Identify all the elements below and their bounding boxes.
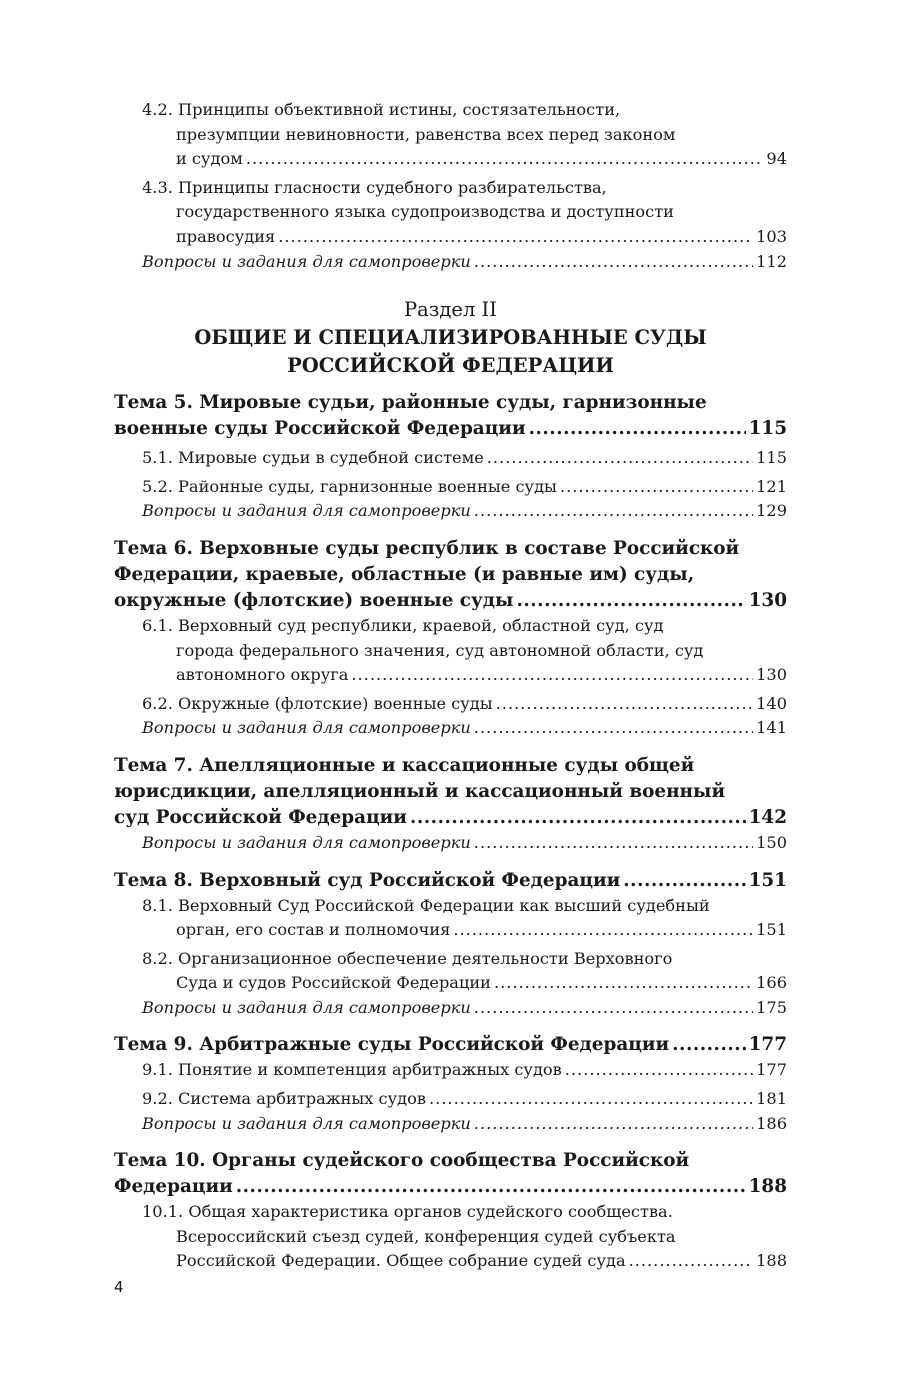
toc-entry-text: 9.1. Понятие и компетенция арбитражных судов xyxy=(142,1060,562,1080)
toc-entry-questions-9[interactable] xyxy=(114,1112,787,1137)
toc-entry-text: правосудия xyxy=(176,226,276,246)
dot-leader xyxy=(487,446,753,471)
toc-entry-6-2[interactable] xyxy=(114,692,787,717)
toc-entry-text: 8.2. Организационное обеспечение деятельности Верховного xyxy=(142,948,673,968)
topic-text: Тема 8. Верховный суд Российской Федерации xyxy=(114,869,621,891)
toc-entry-text: 10.1. Общая характеристика органов судейского сообщества. xyxy=(142,1202,673,1222)
dot-leader xyxy=(429,1087,753,1112)
toc-topic-8[interactable] xyxy=(114,868,787,894)
page-number: 94 xyxy=(766,149,787,169)
toc-entry-text: 5.1. Мировые судьи в судебной системе xyxy=(142,448,484,468)
dot-leader xyxy=(560,475,753,500)
topic-text: военные суды Российской Федерации xyxy=(114,418,526,440)
toc-entry-text: Вопросы и задания для самопроверки xyxy=(142,501,471,521)
toc-entry-text: Российской Федерации. Общее собрание судей суда xyxy=(176,1251,626,1271)
toc-entry-4-3[interactable] xyxy=(114,176,787,250)
toc-entry-text: государственного языка судопроизводства и доступности xyxy=(176,202,674,222)
dot-leader xyxy=(474,996,753,1021)
toc-entry-text: 8.1. Верховный Суд Российской Федерации как высший судебный xyxy=(142,895,710,915)
toc-topic-7[interactable] xyxy=(114,753,787,831)
dot-leader xyxy=(474,250,753,275)
toc-topic-6[interactable] xyxy=(114,536,787,614)
page-number: 130 xyxy=(756,665,787,685)
dot-leader xyxy=(351,663,753,688)
page-number: 181 xyxy=(756,1089,787,1109)
page-number: 150 xyxy=(756,832,787,852)
toc-entry-text: Вопросы и задания для самопроверки xyxy=(142,997,471,1017)
toc-entry-text: 4.3. Принципы гласности судебного разбирательства, xyxy=(142,177,607,197)
toc-entry-text: Вопросы и задания для самопроверки xyxy=(142,718,471,738)
dot-leader xyxy=(496,692,753,717)
dot-leader xyxy=(410,805,746,831)
toc-entry-5-2[interactable] xyxy=(114,475,787,500)
toc-topic-5[interactable] xyxy=(114,390,787,442)
toc-entry-text: Вопросы и задания для самопроверки xyxy=(142,832,471,852)
page-folio: 4 xyxy=(114,1278,124,1296)
toc-entry-9-2[interactable] xyxy=(114,1087,787,1112)
dot-leader xyxy=(672,1032,745,1058)
topic-text: Тема 9. Арбитражные суды Российской Федерации xyxy=(114,1034,670,1056)
dot-leader xyxy=(453,918,753,943)
page-number: 115 xyxy=(756,448,787,468)
dot-leader xyxy=(246,147,764,172)
toc-entry-text: автономного округа xyxy=(176,665,349,685)
toc-entry-9-1[interactable] xyxy=(114,1058,787,1083)
toc-entry-text: 6.1. Верховный суд республики, краевой, областной суд, суд xyxy=(142,615,664,635)
toc-entry-questions-5[interactable] xyxy=(114,499,787,524)
page-number: 186 xyxy=(756,1113,787,1133)
toc-entry-text: орган, его состав и полномочия xyxy=(176,920,451,940)
page-number: 177 xyxy=(756,1060,787,1080)
topic-text: Тема 6. Верховные суды республик в составе Российской xyxy=(114,537,740,559)
table-of-contents xyxy=(114,98,787,1274)
dot-leader xyxy=(474,831,753,856)
page-number: 166 xyxy=(756,973,787,993)
page-number: 140 xyxy=(756,693,787,713)
toc-entry-text: Суда и судов Российской Федерации xyxy=(176,973,491,993)
page-number: 151 xyxy=(748,869,787,891)
toc-entry-text: Всероссийский съезд судей, конференция судей субъекта xyxy=(176,1226,676,1246)
dot-leader xyxy=(565,1058,753,1083)
topic-text: Тема 10. Органы судейского сообщества Российской xyxy=(114,1150,690,1172)
page-number: 112 xyxy=(756,251,787,271)
topic-text: Тема 7. Апелляционные и кассационные суды общей xyxy=(114,754,695,776)
page-number: 175 xyxy=(756,997,787,1017)
dot-leader xyxy=(623,868,745,894)
topic-text: Тема 5. Мировые судьи, районные суды, гарнизонные xyxy=(114,392,707,414)
toc-entry-text: 6.2. Окружные (флотские) военные суды xyxy=(142,693,493,713)
toc-entry-8-2[interactable] xyxy=(114,947,787,996)
section-heading xyxy=(114,296,787,380)
topic-text: юрисдикции, апелляционный и кассационный военный xyxy=(114,780,726,802)
dot-leader xyxy=(529,416,746,442)
toc-entry-6-1[interactable] xyxy=(114,614,787,688)
topic-text: суд Российской Федерации xyxy=(114,806,407,828)
toc-entry-text: 5.2. Районные суды, гарнизонные военные суды xyxy=(142,476,557,496)
page-number: 121 xyxy=(756,476,787,496)
page-number: 177 xyxy=(748,1034,787,1056)
toc-entry-text: Вопросы и задания для самопроверки xyxy=(142,1113,471,1133)
toc-entry-8-1[interactable] xyxy=(114,894,787,943)
topic-text: Федерации xyxy=(114,1176,233,1198)
toc-entry-questions-6[interactable] xyxy=(114,716,787,741)
page-number: 129 xyxy=(756,501,787,521)
toc-entry-5-1[interactable] xyxy=(114,446,787,471)
toc-entry-4-2[interactable] xyxy=(114,98,787,172)
topic-text: Федерации, краевые, областные (и равные им) суды, xyxy=(114,563,695,585)
toc-entry-text: Вопросы и задания для самопроверки xyxy=(142,251,471,271)
toc-entry-text: 9.2. Система арбитражных судов xyxy=(142,1089,426,1109)
page-number: 188 xyxy=(756,1251,787,1271)
toc-entry-text: города федерального значения, суд автономной области, суд xyxy=(176,640,704,660)
page-number: 151 xyxy=(756,920,787,940)
section-title: Раздел II xyxy=(404,298,497,322)
section-subtitle: РОССИЙСКОЙ ФЕДЕРАЦИИ xyxy=(287,354,614,378)
dot-leader xyxy=(474,716,753,741)
dot-leader xyxy=(516,588,745,614)
dot-leader xyxy=(629,1249,754,1274)
dot-leader xyxy=(236,1174,746,1200)
toc-entry-10-1[interactable] xyxy=(114,1200,787,1274)
toc-entry-text: и судом xyxy=(176,149,243,169)
page-number: 115 xyxy=(748,418,787,440)
toc-topic-9[interactable] xyxy=(114,1032,787,1058)
page-number: 188 xyxy=(748,1176,787,1198)
toc-entry-questions-4[interactable] xyxy=(114,250,787,275)
section-subtitle: ОБЩИЕ И СПЕЦИАЛИЗИРОВАННЫЕ СУДЫ xyxy=(194,326,707,350)
toc-topic-10[interactable] xyxy=(114,1148,787,1200)
dot-leader xyxy=(474,499,753,524)
toc-entry-questions-8[interactable] xyxy=(114,996,787,1021)
dot-leader xyxy=(474,1112,753,1137)
topic-text: окружные (флотские) военные суды xyxy=(114,589,514,611)
toc-entry-questions-7[interactable] xyxy=(114,831,787,856)
dot-leader xyxy=(494,971,753,996)
dot-leader xyxy=(278,225,753,250)
page-number: 141 xyxy=(756,718,787,738)
page-number: 103 xyxy=(756,226,787,246)
toc-entry-text: 4.2. Принципы объективной истины, состязательности, xyxy=(142,100,621,119)
page-number: 130 xyxy=(748,589,787,611)
toc-entry-text: презумпции невиновности, равенства всех перед законом xyxy=(176,124,676,144)
page-number: 142 xyxy=(748,806,787,828)
